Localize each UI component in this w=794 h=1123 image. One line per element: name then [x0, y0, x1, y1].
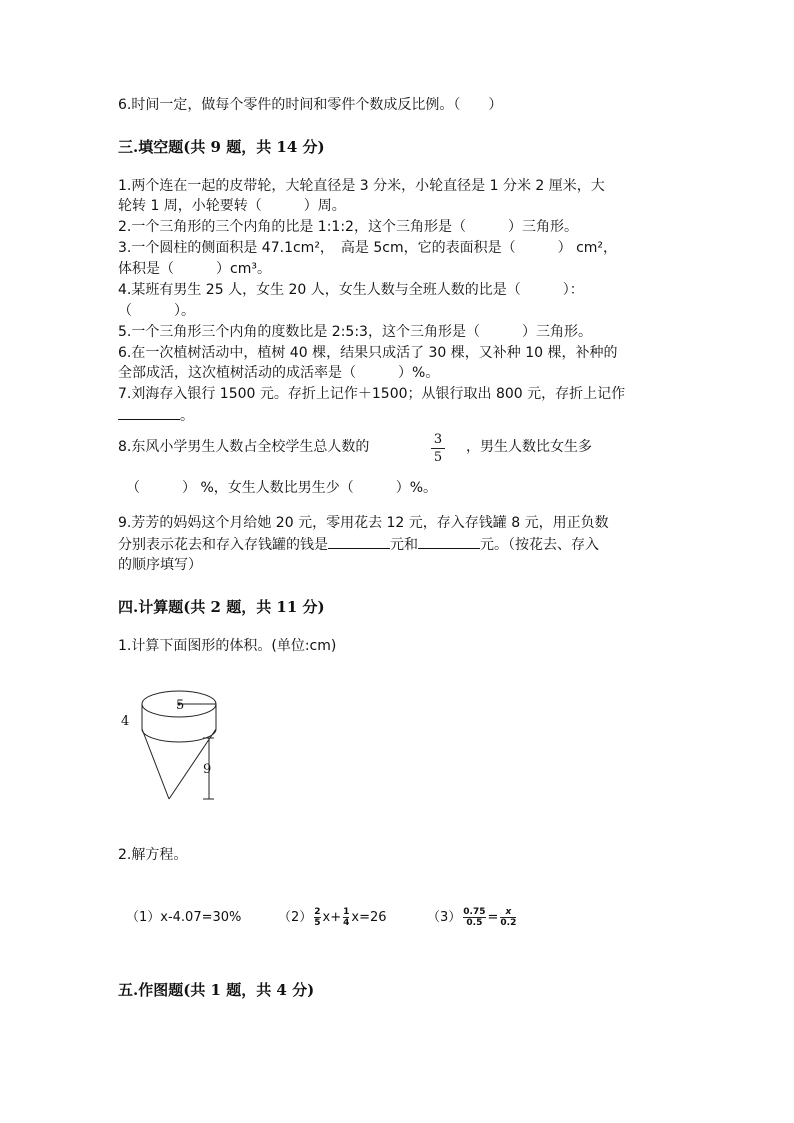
fill-q2: 2.一个三角形的三个内角的比是 1:1:2，这个三角形是（ ）三角形。: [118, 219, 578, 235]
judge-question-6: 6.时间一定，做每个零件的时间和零件个数成反比例。（ ）: [118, 97, 503, 113]
radius-label: 5: [176, 698, 185, 713]
fill-q8-line1-a: 8.东风小学男生人数占全校学生总人数的: [118, 439, 370, 455]
fraction-numerator: 1: [343, 907, 350, 917]
answer-blank-2[interactable]: [418, 534, 480, 549]
fraction-right: [500, 907, 516, 928]
calc-q2: 2.解方程。: [118, 847, 188, 863]
fraction-bar: [431, 448, 445, 449]
cylinder-bottom-arc: [142, 729, 216, 742]
q9-text-a: 分别表示花去和存入存钱罐的钱是: [118, 537, 328, 553]
fill-q7-line1: 7.刘海存入银行 1500 元。存折上记作＋1500；从银行取出 800 元，存折上记作: [118, 386, 626, 402]
section-3-title: 三.填空题(共 9 题，共 14 分): [118, 138, 325, 156]
fill-q6-line1: 6.在一次植树活动中，植树 40 棵，结果只成活了 30 棵，又补种 10 棵，补种的: [118, 345, 618, 361]
cylinder-cone-figure: [110, 680, 230, 805]
calc-q1: 1.计算下面图形的体积。(单位:cm): [118, 638, 337, 654]
q9-text-c: 元。（按花去、存入: [480, 537, 599, 553]
cylinder-height-label: 4: [121, 714, 130, 729]
eq2-end: x=26: [351, 910, 387, 925]
fraction-denominator: 5: [433, 450, 443, 465]
fill-q9-line3: 的顺序填写）: [118, 557, 202, 573]
fraction-denominator: 4: [343, 918, 350, 928]
fraction-denominator: 0.2: [500, 918, 517, 928]
punctuation: 。: [180, 408, 194, 424]
fill-q4-line1: 4.某班有男生 25 人，女生 20 人，女生人数与全班人数的比是（ ）：: [118, 282, 584, 298]
fill-q1-line2: 轮转 1 周，小轮要转（ ）周。: [118, 198, 346, 214]
fill-q9-line2: [118, 534, 599, 555]
fill-q5: 5.一个三角形三个内角的度数比是 2:5:3，这个三角形是（ ）三角形。: [118, 324, 592, 340]
fraction-left: [463, 907, 485, 928]
section-5-title: 五.作图题(共 1 题，共 4 分): [118, 981, 315, 999]
eq2-prefix: （2）: [278, 910, 313, 925]
fill-q7-line2: [118, 405, 194, 426]
section-4-title: 四.计算题(共 2 题，共 11 分): [118, 598, 325, 616]
equals-sign: =: [487, 910, 499, 925]
eq2-middle: x+: [322, 910, 342, 925]
fill-q3-line2: 体积是（ ）cm³。: [118, 261, 271, 277]
fill-q8-line1-b: ，男生人数比女生多: [466, 439, 592, 455]
answer-blank-1[interactable]: [328, 534, 390, 549]
fill-q9-line1: 9.芳芳的妈妈这个月给她 20 元，零用花去 12 元，存入存钱罐 8 元，用正负数: [118, 515, 609, 531]
fill-q3-line1: 3.一个圆柱的侧面积是 47.1cm²， 高是 5cm，它的表面积是（ ） cm²，: [118, 240, 618, 256]
fraction-denominator: 5: [314, 918, 321, 928]
fill-q6-line2: 全部成活，这次植树活动的成活率是（ ）%。: [118, 365, 440, 381]
fraction-two-fifths: [314, 907, 320, 928]
fraction-numerator: 2: [314, 907, 321, 917]
equation-3: [427, 907, 518, 929]
answer-blank[interactable]: [118, 405, 180, 420]
cone-height-label: 9: [203, 762, 212, 777]
fraction-numerator: 0.75: [463, 907, 486, 917]
equation-2: [278, 907, 387, 929]
fraction-numerator: 3: [433, 432, 443, 447]
fill-q8-line2: （ ） %，女生人数比男生少（ ）%。: [126, 480, 438, 496]
fill-q4-line2: （ ）。: [118, 303, 195, 319]
fraction-denominator: 0.5: [466, 918, 483, 928]
equation-1: （1）x-4.07=30%: [126, 910, 242, 925]
fill-q1-line1: 1.两个连在一起的皮带轮，大轮直径是 3 分米，小轮直径是 1 分米 2 厘米，大: [118, 178, 605, 194]
fraction-three-fifths: [431, 432, 445, 465]
fraction-numerator: x: [505, 907, 512, 917]
eq3-prefix: （3）: [427, 910, 462, 925]
q9-text-b: 元和: [390, 537, 418, 553]
fraction-one-quarter: [343, 907, 349, 928]
